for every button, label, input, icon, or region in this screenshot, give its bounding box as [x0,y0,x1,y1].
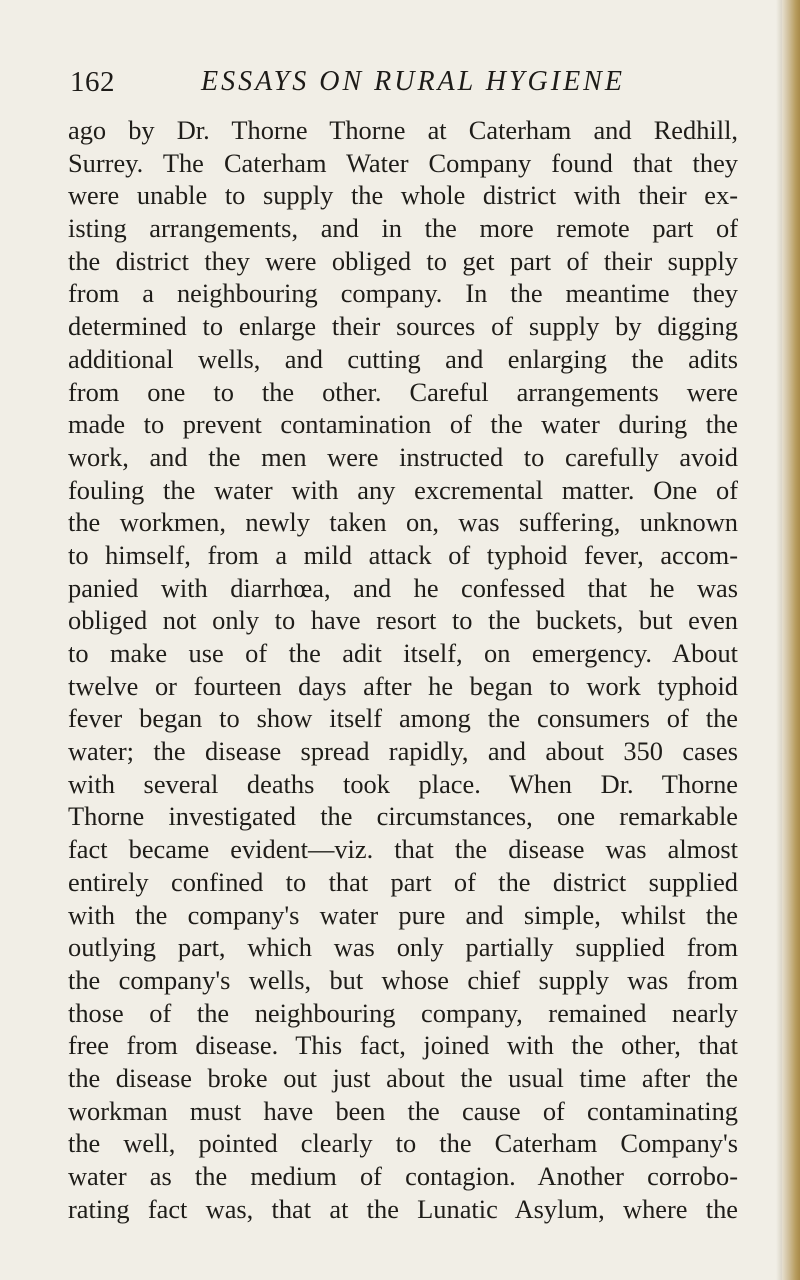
text-line: additional wells, and cutting and enlarging the adits [68,343,738,374]
text-line: the workmen, newly taken on, was suffering, unknown [68,507,738,538]
text-line: workman must have been the cause of contaminating [68,1095,738,1126]
page-header [70,66,730,106]
text-line: work, and the men were instructed to carefully avoid [68,441,738,472]
text-line: the district they were obliged to get part of their supply [68,245,738,276]
text-line: made to prevent contamination of the water during the [68,409,738,440]
text-line: the well, pointed clearly to the Caterham Company's [68,1128,738,1159]
text-line: ago by Dr. Thorne Thorne at Caterham and Redhill, [68,115,738,145]
text-line: entirely confined to that part of the district supplied [68,866,738,897]
body-text [68,114,738,1225]
text-line: from one to the other. Careful arrangements were [68,376,738,407]
text-line: to himself, from a mild attack of typhoid fever, accom- [68,539,738,570]
text-line: water; the disease spread rapidly, and about 350 cases [68,736,738,767]
text-line: Thorne investigated the circumstances, one remarkable [68,801,738,832]
text-line: were unable to supply the whole district with their ex- [68,180,738,211]
text-line: with several deaths took place. When Dr. Thorne [68,768,738,799]
text-line: panied with diarrhœa, and he confessed that he was [68,572,738,603]
text-line: with the company's water pure and simple, whilst the [68,899,738,930]
text-line: fouling the water with any excremental matter. One of [68,474,738,505]
text-line: obliged not only to have resort to the buckets, but even [68,605,738,636]
text-line: outlying part, which was only partially supplied from [68,932,738,963]
text-line: water as the medium of contagion. Another corrobo- [68,1161,738,1191]
text-line: those of the neighbouring company, remained nearly [68,997,738,1028]
text-line: to make use of the adit itself, on emergency. About [68,638,738,668]
text-line: Surrey. The Caterham Water Company found that they [68,147,738,178]
text-line: free from disease. This fact, joined with the other, that [68,1030,738,1061]
text-line: the disease broke out just about the usual time after the [68,1062,738,1093]
page-number: 162 [70,66,115,98]
text-line: the company's wells, but whose chief supply was from [68,964,738,995]
text-line: determined to enlarge their sources of supply by digging [68,311,738,342]
text-line: fact became evident—viz. that the disease was almost [68,834,738,865]
text-line: from a neighbouring company. In the meantime they [68,278,738,309]
page-edge [782,0,800,1280]
text-line: isting arrangements, and in the more remote part of [68,213,738,244]
text-line: twelve or fourteen days after he began to work typhoid [68,670,738,701]
text-line: fever began to show itself among the consumers of the [68,703,738,734]
running-head: ESSAYS ON RURAL HYGIENE [201,66,625,97]
text-line: rating fact was, that at the Lunatic Asylum, where the [68,1193,738,1224]
